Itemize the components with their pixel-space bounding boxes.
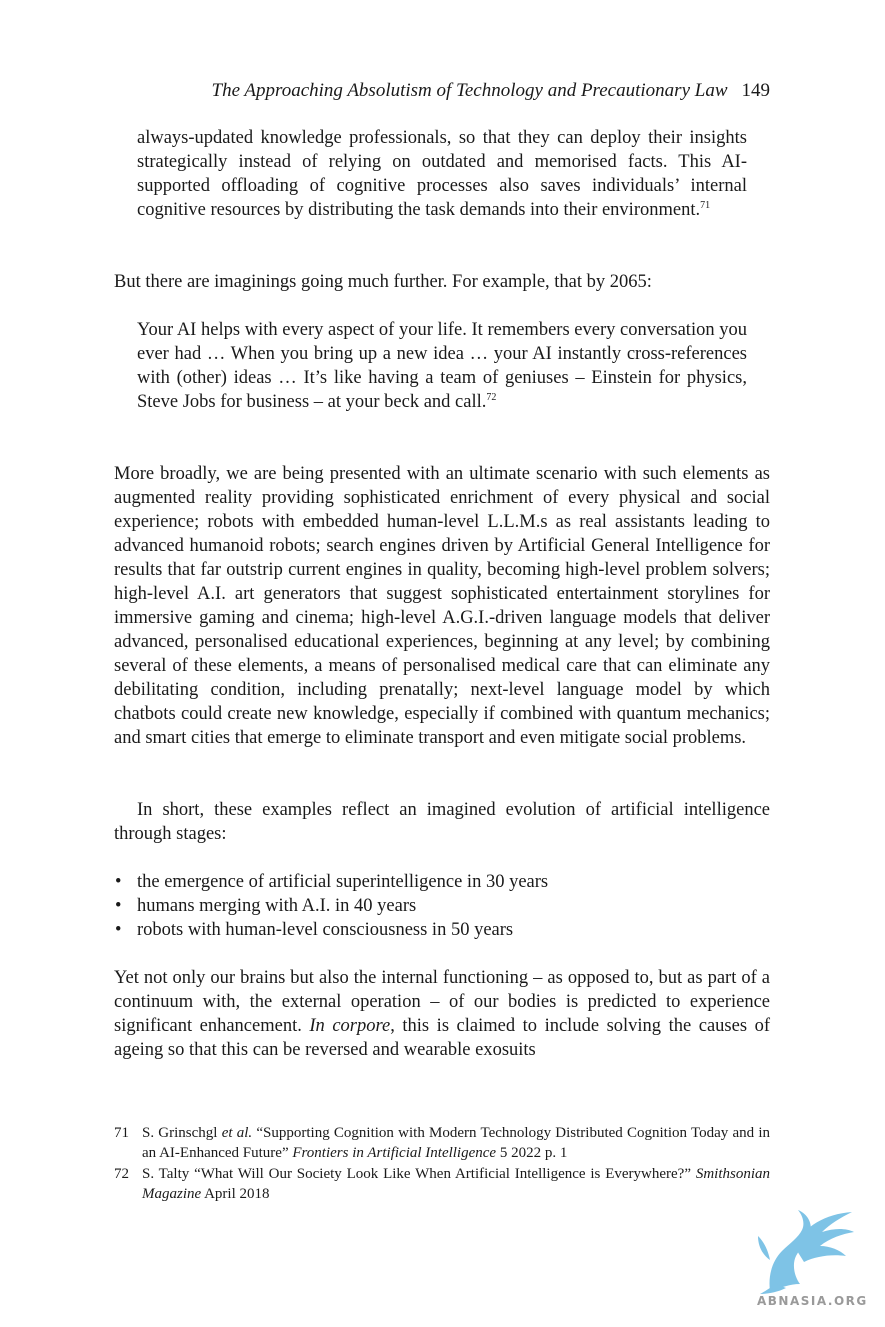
list-item: • robots with human-level consciousness in 50 years <box>115 920 514 940</box>
paragraph: More broadly, we are being presented with an ultimate scenario with such elements as augmented reality providing sophisticated enrichment of every physical and social experience; robots with embedded human-level L.L.M.s as real assistants leading to advanced humanoid robots; search engines driven by Artificial General Intelligence for results that far outstrip current engines in quality, becoming high-level problem solvers; high-level A.I. art generators that suggest sophisticated entertainment storylines for immersive gaming and cinema; high-level A.G.I.-driven language models that deliver advanced, personalised educational experiences, beginning at any level; by combining several of these elements, a means of personalised medical care that can eliminate any debilitating condition, including prenatally; next-level language model by which chatbots could create new knowledge, especially if combined with quantum mechanics; and smart cities that emerge to eliminate transport and even mitigate social problems. <box>114 464 770 748</box>
bullet-icon: • <box>115 872 122 892</box>
quote-text: always-updated knowledge professionals, so that they can deploy their insights strategically instead of relying on outdated and memorised facts. This AI-supported offloading of cognitive processes also saves individuals’ internal cognitive resources by distributing the task demands into their environment. <box>137 128 747 220</box>
bullet-icon: • <box>115 896 122 916</box>
griffin-logo-icon <box>750 1196 860 1296</box>
footnote-ref-72[interactable]: 72 <box>486 391 497 403</box>
block-quote-1 <box>137 126 747 222</box>
page-number: 149 <box>741 80 770 101</box>
footnote-number: 72 <box>114 1166 129 1182</box>
footnote-71: 71 S. Grinschgl et al. “Supporting Cognition with Modern Technology Distributed Cognition Today and in an AI-Enhanced Future” Frontiers in Artificial Intelligence 5 2022 p. 1 <box>114 1125 770 1161</box>
quote-text: Your AI helps with every aspect of your life. It remembers every conversation you ever had … When you bring up a new idea … your AI instantly cross-references with (other) ideas … It’s like having a team of geniuses – Einstein for physics, Steve Jobs for business – at your beck and call. <box>137 320 747 412</box>
watermark: ABNASIA.ORG <box>757 1294 868 1308</box>
list-item: • the emergence of artificial superintelligence in 30 years <box>115 872 549 892</box>
bullet-list <box>114 870 770 942</box>
footnote-ref-71[interactable]: 71 <box>700 199 711 211</box>
footnote-number: 71 <box>114 1125 129 1141</box>
block-quote-2 <box>137 318 747 414</box>
running-title: The Approaching Absolutism of Technology and Precautionary Law <box>211 80 728 101</box>
bullet-icon: • <box>115 920 122 940</box>
paragraph: Yet not only our brains but also the internal functioning – as opposed to, but as part of a continuum with, the external operation – of our bodies is predicted to experience significant enhancement. In corpore, this is claimed to include solving the causes of ageing so that this can be reversed and wearable exosuits <box>114 968 770 1060</box>
italic-phrase: In corpore <box>309 1016 391 1036</box>
paragraph: But there are imaginings going much further. For example, that by 2065: <box>114 272 652 292</box>
footnotes <box>114 1124 770 1206</box>
footnote-72: 72 S. Talty “What Will Our Society Look Like When Artificial Intelligence is Everywhere?” Smithsonian Magazine April 2018 <box>114 1166 770 1202</box>
paragraph: In short, these examples reflect an imagined evolution of artificial intelligence through stages: <box>114 800 770 844</box>
running-header <box>114 76 770 106</box>
list-item: • humans merging with A.I. in 40 years <box>115 896 417 916</box>
